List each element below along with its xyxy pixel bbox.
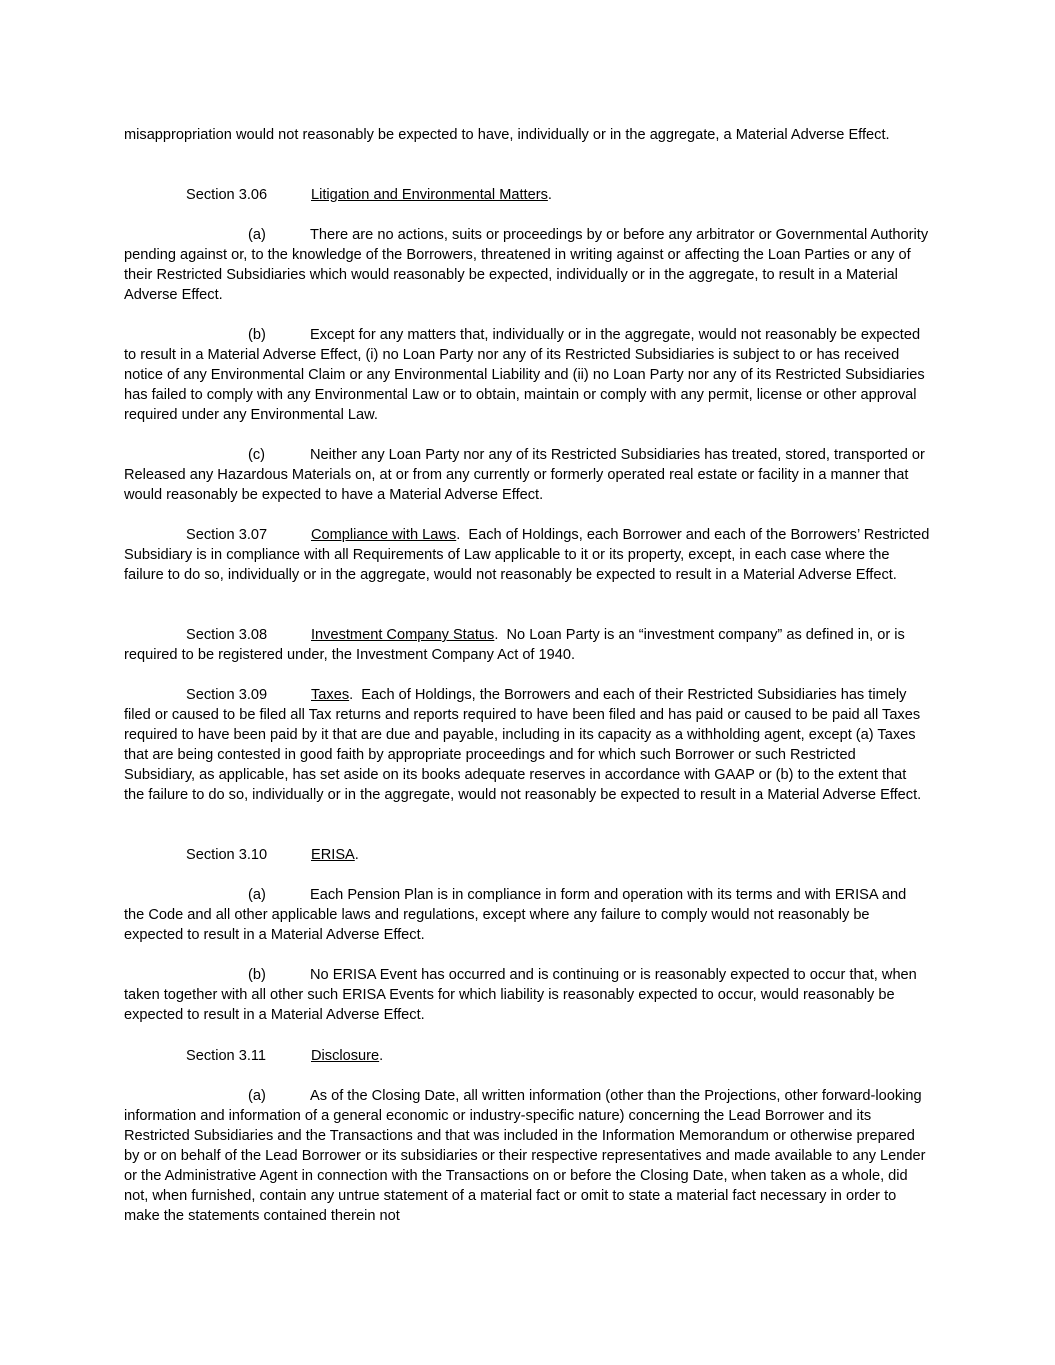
clause-text: Each Pension Plan is in compliance in form and operation with its terms and with ERISA and the Code and all other applicable laws and regulations, except where any failure to comply would not reasonably be expected to result in a Material Adverse Effect. — [124, 887, 907, 943]
section-number: Section 3.11 — [186, 1048, 267, 1064]
clause-label: (a) — [248, 1088, 266, 1104]
section-3-10-a — [124, 885, 930, 945]
clause-text: Except for any matters that, individually or in the aggregate, would not reasonably be expected to result in a Material Adverse Effect, (i) no Loan Party nor any of its Restricted Subsidiaries is subject to or has received notice of any Environmental Claim or any Environmental Liability and (ii) no Loan Party nor any of its Restricted Subsidiaries has failed to comply with any Environmental Law or to obtain, maintain or comply with any permit, license or other approval required under any Environmental Law. — [124, 327, 925, 423]
section-number: Section 3.10 — [186, 847, 268, 863]
clause-text: No ERISA Event has occurred and is continuing or is reasonably expected to occur that, when taken together with all other such ERISA Events for which liability is reasonably expected to occur, would reasonably be expected to result in a Material Adverse Effect. — [124, 967, 917, 1023]
section-text: Each of Holdings, each Borrower and each of the Borrowers’ Restricted Subsidiary is in compliance with all Requirements of Law applicable to it or its property, except, in each case where the failure to do so, individually or in the aggregate, would not reasonably be expected to result in a Material Adverse Effect. — [124, 527, 930, 583]
section-text: No Loan Party is an “investment company” as defined in, or is required to be registered under, the Investment Company Act of 1940. — [124, 627, 905, 663]
clause-label: (a) — [248, 227, 266, 243]
clause-label: (a) — [248, 887, 266, 903]
section-number: Section 3.08 — [186, 627, 268, 643]
clause-text: As of the Closing Date, all written information (other than the Projections, other forward-looking information and information of a general economic or industry-specific nature) concerning the Lead Borrower and its Restricted Subsidiaries and the Transactions and that was included in the Information Memorandum or otherwise prepared by or on behalf of the Lead Borrower or its subsidiaries or their respective representatives and made available to any Lender or the Administrative Agent in connection with the Transactions on or before the Closing Date, when taken as a whole, did not, when furnished, contain any untrue statement of a material fact or omit to state a material fact necessary in order to make the statements contained therein not — [124, 1088, 926, 1224]
section-3-07: Section 3.07 Compliance with Laws. Each of Holdings, each Borrower and each of the Borrowers’ Restricted Subsidiary is in compliance with all Requirements of Law applicable to it or its property, except, in each case where the failure to do so, individually or in the aggregate, would not reasonably be expected to result in a Material Adverse Effect. — [124, 527, 930, 583]
section-title: Litigation and Environmental Matters — [311, 187, 548, 203]
section-3-06-heading: Section 3.06 Litigation and Environmental Matters. — [186, 187, 552, 203]
intro-text: misappropriation would not reasonably be expected to have, individually or in the aggregate, a Material Adverse Effect. — [124, 127, 890, 143]
clause-label: (c) — [248, 447, 266, 463]
section-title: Disclosure — [311, 1048, 380, 1064]
section-3-08: Section 3.08 Investment Company Status. No Loan Party is an “investment company” as defined in, or is required to be registered under, the Investment Company Act of 1940. — [124, 627, 905, 663]
section-3-10-b — [124, 965, 930, 1025]
clause-text: Neither any Loan Party nor any of its Restricted Subsidiaries has treated, stored, transported or Released any Hazardous Materials on, at or from any currently or formerly operated real estate or facility in a manner that would reasonably be expected to have a Material Adverse Effect. — [124, 447, 925, 503]
clause-label: (b) — [248, 327, 266, 343]
section-number: Section 3.06 — [186, 187, 268, 203]
section-text: Each of Holdings, the Borrowers and each of their Restricted Subsidiaries has timely filed or caused to be filed all Tax returns and reports required to have been filed and has paid or caused to be paid all Taxes required to have been paid by it that are due and payable, including in its capacity as a withholding agent, except (a) Taxes that are being contested in good faith by appropriate proceedings and for which such Borrower or such Restricted Subsidiary, as applicable, has set aside on its books adequate reserves in accordance with GAAP or (b) to the extent that the failure to do so, individually or in the aggregate, would not reasonably be expected to result in a Material Adverse Effect. — [124, 687, 922, 803]
clause-label: (b) — [248, 967, 266, 983]
section-title: Compliance with Laws — [311, 527, 457, 543]
intro-paragraph — [124, 125, 930, 145]
section-title: Investment Company Status — [311, 627, 495, 643]
section-3-06-c — [124, 445, 930, 505]
section-title: ERISA — [311, 847, 355, 863]
section-3-06-a — [124, 225, 930, 305]
section-number: Section 3.09 — [186, 687, 268, 703]
section-3-11-heading: Section 3.11 Disclosure. — [186, 1048, 384, 1064]
clause-text: There are no actions, suits or proceedings by or before any arbitrator or Governmental Authority pending against or, to the knowledge of the Borrowers, threatened in writing against or affecting the Loan Parties or any of their Restricted Subsidiaries which would reasonably be expected, individually or in the aggregate, to result in a Material Adverse Effect. — [124, 227, 929, 303]
section-3-09: Section 3.09 Taxes. Each of Holdings, the Borrowers and each of their Restricted Subsidiaries has timely filed or caused to be filed all Tax returns and reports required to have been filed and has paid or caused to be paid all Taxes required to have been paid by it that are due and payable, including in its capacity as a withholding agent, except (a) Taxes that are being contested in good faith by appropriate proceedings and for which such Borrower or such Restricted Subsidiary, as applicable, has set aside on its books adequate reserves in accordance with GAAP or (b) to the extent that the failure to do so, individually or in the aggregate, would not reasonably be expected to result in a Material Adverse Effect. — [124, 687, 922, 803]
section-3-11-a — [124, 1086, 930, 1226]
section-title: Taxes — [311, 687, 350, 703]
section-3-10-heading: Section 3.10 ERISA. — [186, 847, 359, 863]
section-3-06-b — [124, 325, 930, 425]
section-number: Section 3.07 — [186, 527, 268, 543]
